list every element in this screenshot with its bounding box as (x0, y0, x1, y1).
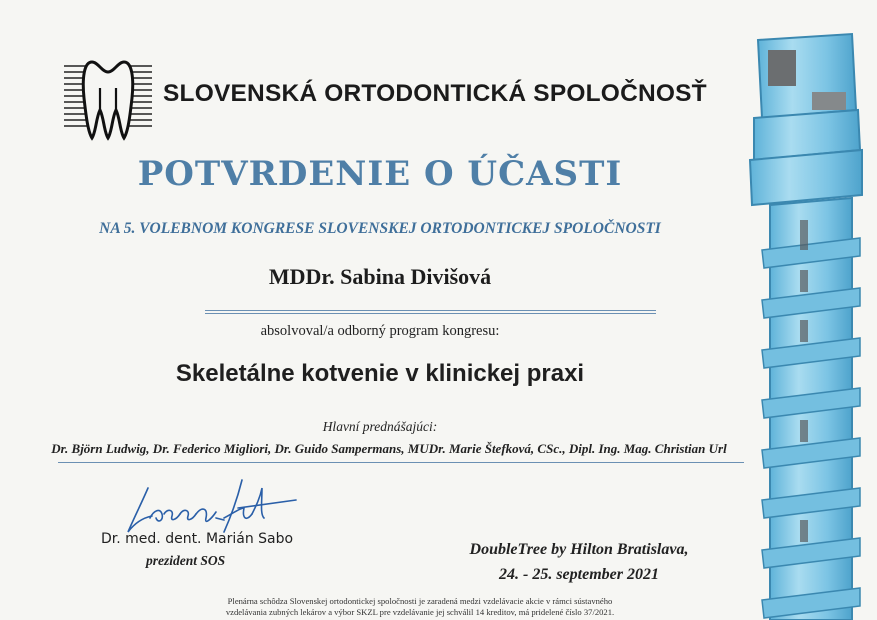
signatory-name: Dr. med. dent. Marián Sabo (101, 531, 294, 547)
completion-text: absolvoval/a odborný program kongresu: (260, 323, 500, 339)
name-underline-divider (205, 310, 656, 314)
event-venue: DoubleTree by Hilton Bratislava, (469, 541, 689, 558)
speakers-list: Dr. Björn Ludwig, Dr. Federico Migliori, Dr. Guido Sampermans, MUDr. Marie Štefková, CSc., Dipl. Ing. Mag. Christian Url (51, 441, 727, 456)
certificate-subtitle: NA 5. VOLEBNOM KONGRESE SLOVENSKEJ ORTODONTICKEJ SPOLOČNOSTI (99, 220, 661, 237)
footer-note-line-1: Plenárna schôdza Slovenskej ortodontickej spoločnosti je zaradená medzi vzdelávacie akcie v rámci sústavného (227, 596, 613, 606)
program-title: Skeletálne kotvenie v klinickej praxi (175, 360, 585, 387)
speakers-divider (58, 462, 744, 463)
orthodontic-mini-screw-image (740, 0, 877, 620)
footer-note-line-2: vzdelávania zubných lekárov a výbor SKZL pre vzdelávanie jej schválil 14 kreditov, má pridelené číslo 37/2021. (225, 607, 615, 617)
certificate-title: POTVRDENIE O ÚČASTI (137, 154, 623, 194)
organization-name: SLOVENSKÁ ORTODONTICKÁ SPOLOČNOSŤ (163, 80, 707, 107)
speakers-label: Hlavní prednášajúci: (322, 419, 438, 434)
teeth-logo-icon (62, 58, 154, 142)
participant-name: MDDr. Sabina Divišová (268, 264, 492, 289)
event-date: 24. - 25. september 2021 (499, 566, 659, 583)
signatory-role: prezident SOS (146, 553, 226, 568)
